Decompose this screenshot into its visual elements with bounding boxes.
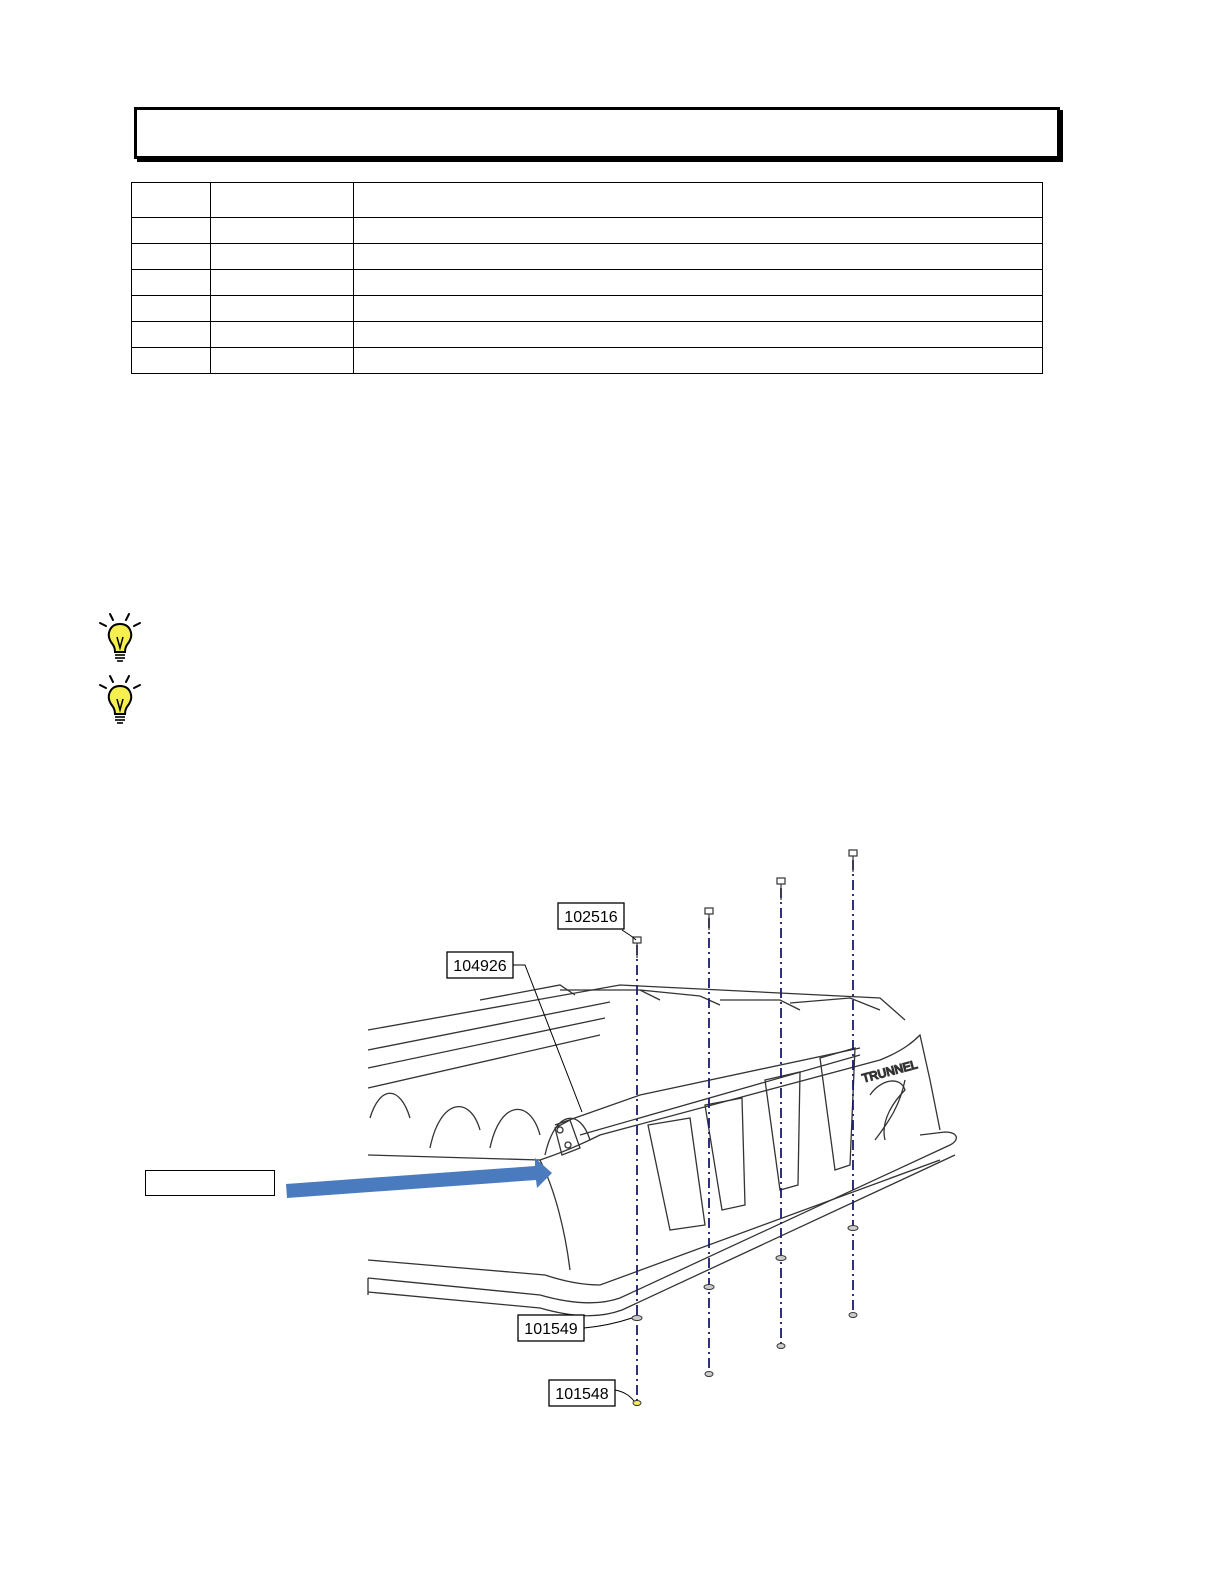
- part-label-text: 104926: [453, 958, 507, 975]
- part-label-101549: [518, 1315, 632, 1341]
- table-cell: [211, 296, 354, 322]
- table-row: [132, 322, 1043, 348]
- header-cell-description: [354, 183, 1043, 218]
- part-label-text: 102516: [564, 909, 618, 926]
- part-label-text: 101548: [555, 1386, 609, 1403]
- table-cell: [354, 348, 1043, 374]
- section-title: [137, 110, 1057, 138]
- parts-table: [131, 182, 1043, 374]
- header-cell-part: [211, 183, 354, 218]
- table-cell: [211, 270, 354, 296]
- part-label-102516: [558, 903, 636, 940]
- part-label-text: 101549: [524, 1321, 578, 1338]
- table-cell: [132, 218, 211, 244]
- section-title-box: [134, 107, 1060, 159]
- header-cell-qty: [132, 183, 211, 218]
- table-cell: [211, 244, 354, 270]
- table-row: [132, 348, 1043, 374]
- table-cell: [211, 218, 354, 244]
- table-cell: [132, 348, 211, 374]
- table-row: [132, 270, 1043, 296]
- table-row: [132, 244, 1043, 270]
- table-cell: [211, 322, 354, 348]
- table-cell: [354, 322, 1043, 348]
- table-cell: [211, 348, 354, 374]
- lightbulb-icon: [96, 674, 148, 726]
- callout-label-box: [145, 1170, 275, 1196]
- table-cell: [132, 270, 211, 296]
- part-label-101548: [549, 1380, 634, 1406]
- lightbulb-icon: [96, 612, 148, 664]
- part-label-104926: [447, 952, 582, 1112]
- pointer-arrow: [286, 1158, 552, 1198]
- table-cell: [132, 322, 211, 348]
- parts-table-header: [132, 183, 1043, 218]
- assembly-diagram: [0, 820, 1224, 1440]
- table-cell: [354, 270, 1043, 296]
- svg-text:TRUNNEL: TRUNNEL: [860, 1057, 919, 1086]
- table-cell: [354, 296, 1043, 322]
- table-cell: [354, 244, 1043, 270]
- table-cell: [132, 296, 211, 322]
- table-cell: [354, 218, 1043, 244]
- table-row: [132, 218, 1043, 244]
- table-cell: [132, 244, 211, 270]
- table-row: [132, 296, 1043, 322]
